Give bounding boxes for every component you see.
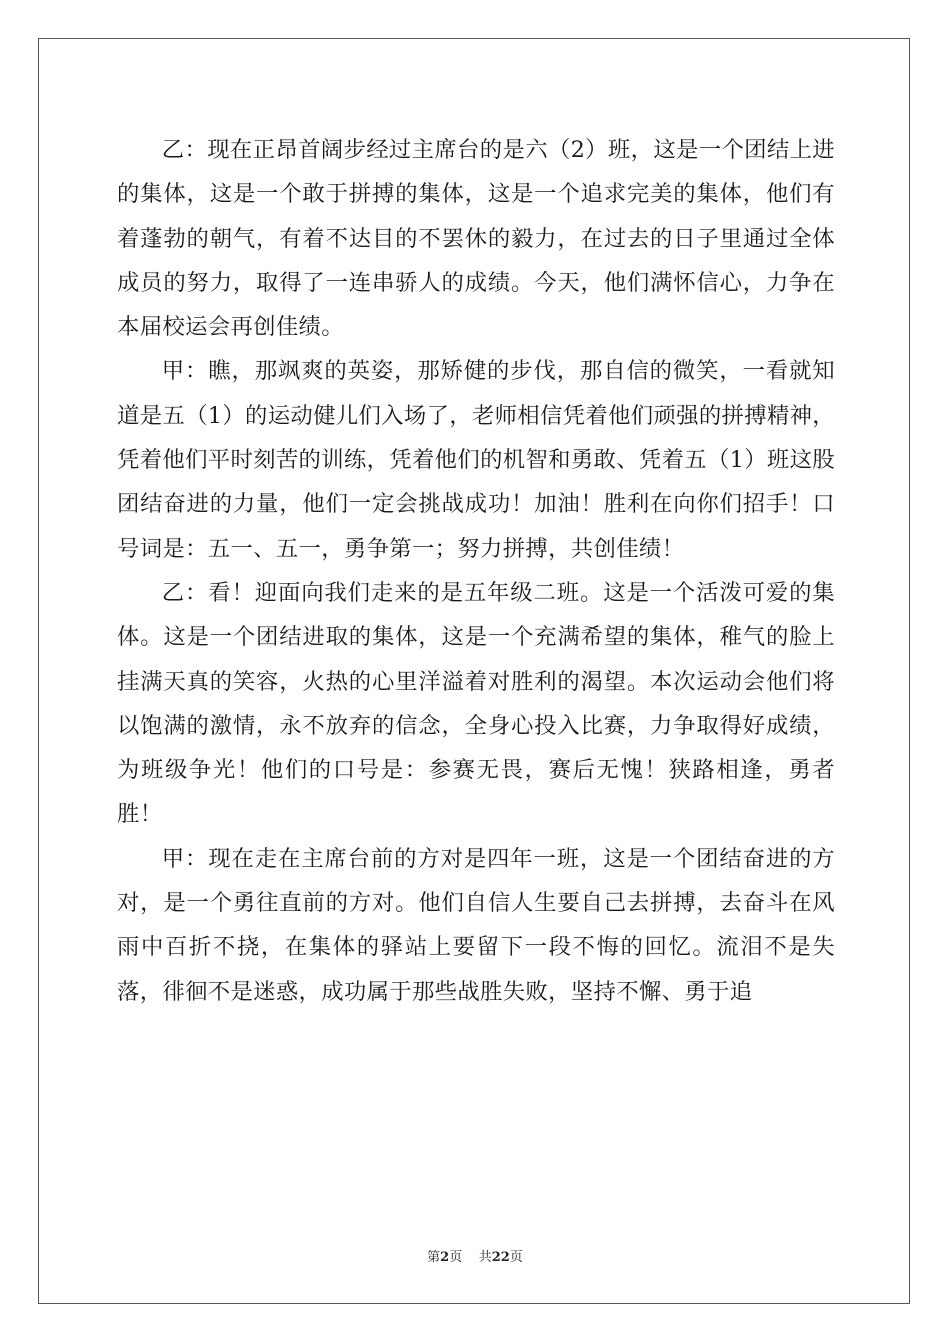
document-body (117, 128, 835, 1014)
page-prefix: 第 (427, 1250, 441, 1265)
page-total: 22 (491, 1250, 510, 1265)
total-suffix: 页 (509, 1250, 523, 1265)
paragraph-1: 乙：现在正昂首阔步经过主席台的是六（2）班，这是一个团结上进的集体，这是一个敢于拼搏的集体，这是一个追求完美的集体，他们有着蓬勃的朝气，有着不达目的不罢休的毅力，在过去的日子里通过全体成员的努力，取得了一连串骄人的成绩。今天，他们满怀信心，力争在本届校运会再创佳绩。 (117, 137, 835, 341)
page-footer (0, 1246, 950, 1265)
page-current: 2 (440, 1250, 450, 1265)
page-suffix: 页 (449, 1250, 463, 1265)
paragraph-4: 甲：现在走在主席台前的方对是四年一班，这是一个团结奋进的方对，是一个勇往直前的方对。他们自信人生要自己去拼搏，去奋斗在风雨中百折不挠，在集体的驿站上要留下一段不悔的回忆。流泪不是失落，徘徊不是迷惑，成功属于那些战胜失败，坚持不懈、勇于追 (117, 845, 835, 1005)
paragraph-2: 甲：瞧，那飒爽的英姿，那矫健的步伐，那自信的微笑，一看就知道是五（1）的运动健儿们入场了，老师相信凭着他们顽强的拼搏精神，凭着他们平时刻苦的训练，凭着他们的机智和勇敢、凭着五（1）班这股团结奋进的力量，他们一定会挑战成功！加油！胜利在向你们招手！口号词是：五一、五一，勇争第一；努力拼搏，共创佳绩！ (117, 358, 835, 562)
total-prefix: 共 (478, 1250, 492, 1265)
paragraph-3: 乙：看！迎面向我们走来的是五年级二班。这是一个活泼可爱的集体。这是一个团结进取的集体，这是一个充满希望的集体，稚气的脸上挂满天真的笑容，火热的心里洋溢着对胜利的渴望。本次运动会他们将以饱满的激情，永不放弃的信念，全身心投入比赛，力争取得好成绩，为班级争光！他们的口号是：参赛无畏，赛后无愧！狭路相逢，勇者胜！ (117, 579, 835, 828)
